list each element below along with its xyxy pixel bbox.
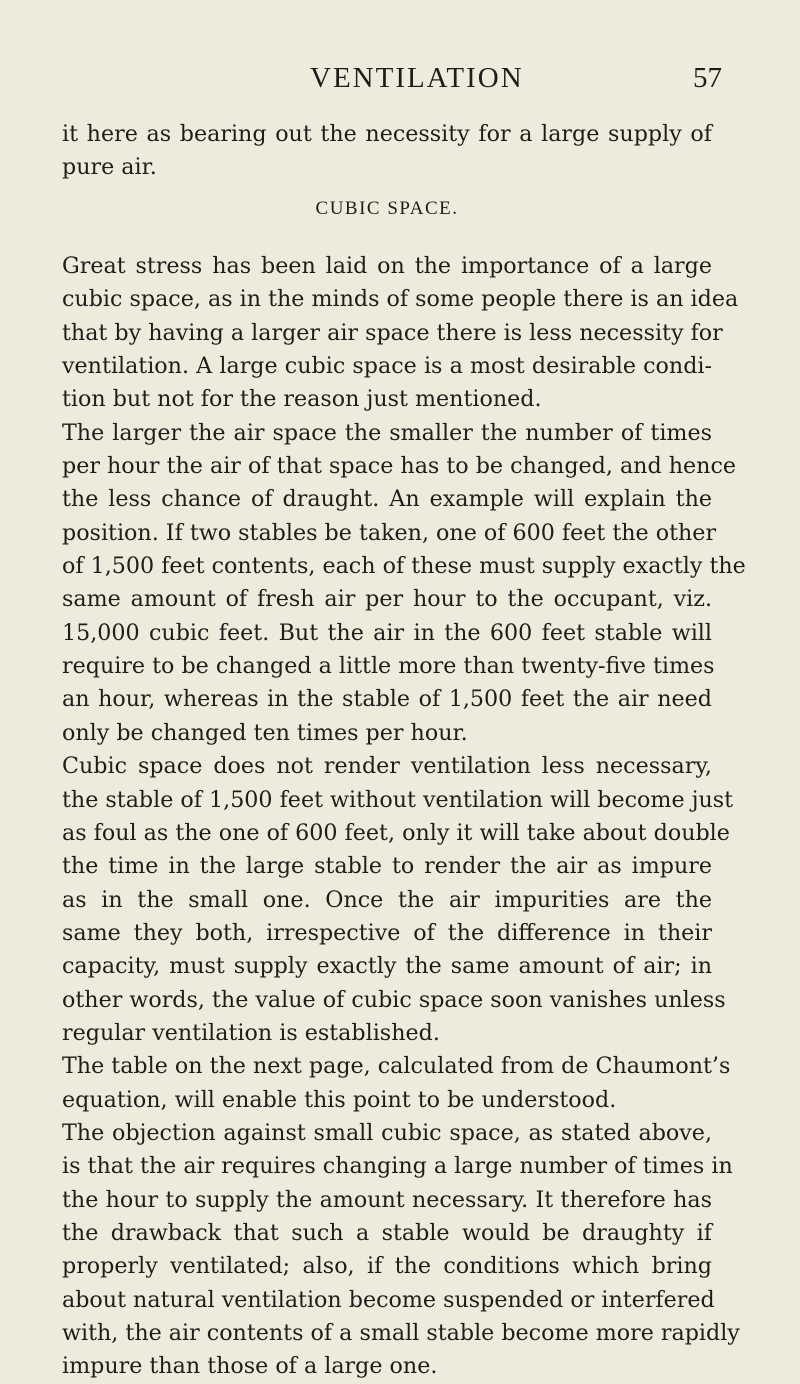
text-line: other words, the value of cubic space soon vanishes unless: [62, 986, 726, 1013]
text-line: of 1,500 feet contents, each of these must supply exactly the: [62, 553, 746, 580]
text-line: cubic space, as in the minds of some people there is an idea: [62, 286, 739, 313]
section-heading: CUBIC SPACE.: [315, 198, 459, 219]
book-page: [62, 0, 746, 1380]
text-line: about natural ventilation become suspended or interfered: [62, 1286, 715, 1313]
text-line: ventilation. A large cubic space is a most desirable condi-: [62, 353, 712, 380]
text-line: as in the small one. Once the air impurities are the: [62, 886, 712, 913]
text-line: require to be changed a little more than twenty-five times: [62, 653, 715, 680]
text-line: same they both, irrespective of the difference in their: [62, 919, 712, 946]
text-line: it here as bearing out the necessity for a large supply of: [62, 121, 712, 147]
text-line: same amount of fresh air per hour to the occupant, viz.: [62, 586, 712, 613]
text-line: The table on the next page, calculated from de Chaumont’s: [62, 1053, 731, 1080]
text-line: the stable of 1,500 feet without ventilation will become just: [62, 786, 734, 813]
text-line: the time in the large stable to render the air as impure: [62, 853, 712, 880]
text-line: pure air.: [62, 154, 157, 181]
text-line: that by having a larger air space there is less necessity for: [62, 319, 723, 346]
running-head-title: VENTILATION: [310, 62, 524, 94]
intro-paragraph: [62, 118, 712, 185]
text-line: capacity, must supply exactly the same amount of air; in: [62, 953, 712, 980]
text-line: Great stress has been laid on the importance of a large: [62, 253, 712, 279]
text-line: The objection against small cubic space, as stated above,: [62, 1119, 712, 1146]
text-line: the drawback that such a stable would be draughty if: [62, 1219, 712, 1246]
text-line: The larger the air space the smaller the number of times: [62, 419, 712, 446]
main-text: [62, 250, 746, 1384]
text-line: the less chance of draught. An example will explain the: [62, 486, 712, 513]
text-line: with, the air contents of a small stable become more rapidly: [62, 1320, 740, 1346]
text-line: position. If two stables be taken, one of 600 feet the other: [62, 519, 717, 546]
text-line: 15,000 cubic feet. But the air in the 600 feet stable will: [62, 619, 712, 646]
text-line: the hour to supply the amount necessary. It therefore has: [62, 1186, 712, 1213]
text-line: tion but not for the reason just mentioned.: [62, 386, 542, 413]
text-line: regular ventilation is established.: [62, 1019, 440, 1046]
text-line: impure than those of a large one.: [62, 1353, 438, 1380]
text-line: an hour, whereas in the stable of 1,500 feet the air need: [62, 686, 712, 713]
text-line: only be changed ten times per hour.: [62, 719, 468, 746]
running-head: [62, 0, 722, 110]
text-line: properly ventilated; also, if the conditions which bring: [62, 1253, 712, 1280]
text-line: Cubic space does not render ventilation less necessary,: [62, 753, 712, 780]
text-line: as foul as the one of 600 feet, only it will take about double: [62, 819, 730, 846]
text-line: is that the air requires changing a large number of times in: [62, 1153, 733, 1180]
page-number: 57: [693, 62, 722, 94]
text-line: equation, will enable this point to be understood.: [62, 1086, 617, 1113]
text-line: per hour the air of that space has to be changed, and hence: [62, 453, 736, 480]
